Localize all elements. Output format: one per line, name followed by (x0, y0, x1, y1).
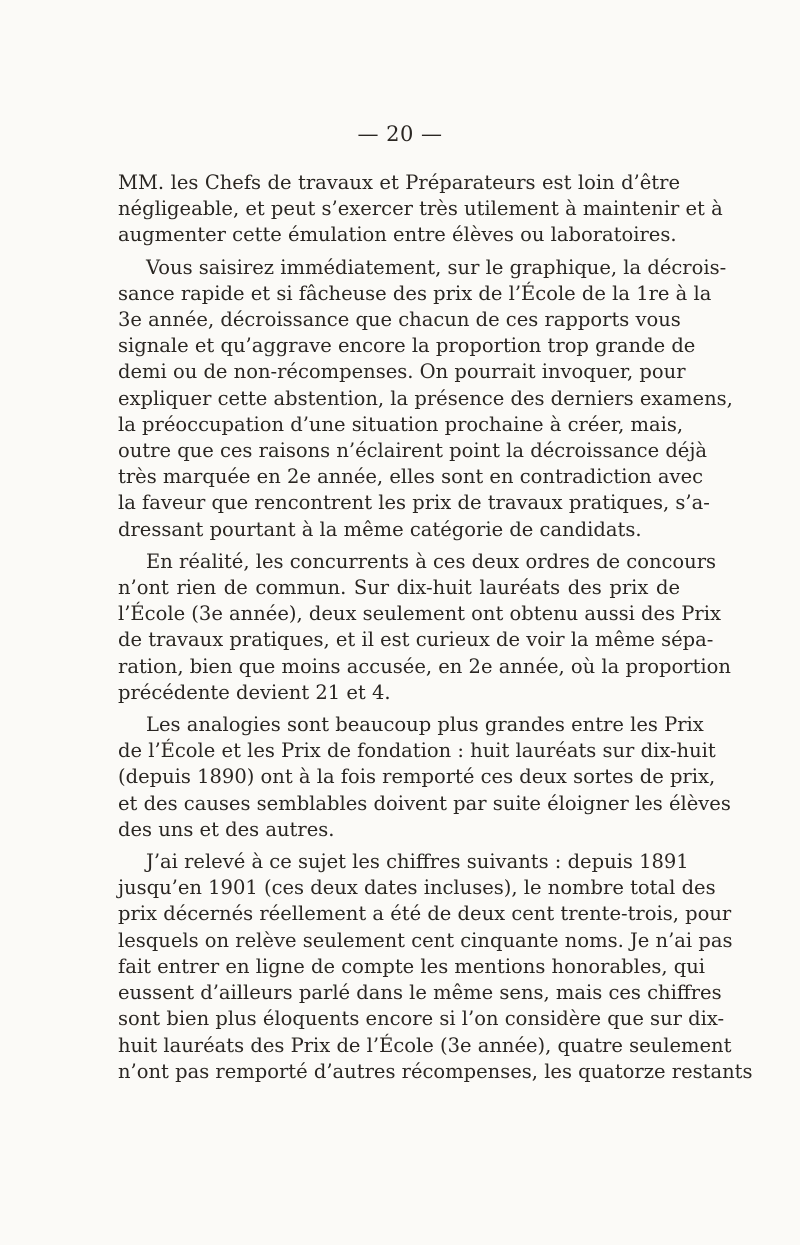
text-line: expliquer cette abstention, la présence des derniers examens, (118, 386, 733, 410)
text-line: lesquels on relève seulement cent cinquante noms. Je n’ai pas (118, 928, 733, 952)
text-line: augmenter cette émulation entre élèves ou laboratoires. (118, 223, 677, 247)
text-line: n’ont rien de commun. Sur dix-huit lauréats des prix de (118, 576, 680, 600)
text-line: En réalité, les concurrents à ces deux ordres de concours (146, 549, 717, 573)
text-line: des uns et des autres. (118, 817, 335, 841)
paragraph-4 (118, 712, 731, 843)
page-number: — 20 — (357, 122, 443, 146)
text-line: Vous saisirez immédiatement, sur le graphique, la décrois- (146, 255, 727, 279)
text-line: sont bien plus éloquents encore si l’on considère que sur dix- (118, 1007, 725, 1031)
paragraph-3 (118, 549, 731, 706)
text-line: n’ont pas remporté d’autres récompenses, les quatorze restants (118, 1059, 753, 1083)
text-line: jusqu’en 1901 (ces deux dates incluses), le nombre total des (118, 876, 716, 900)
text-line: ration, bien que moins accusée, en 2e année, où la proportion (118, 654, 731, 678)
paragraph-2 (118, 255, 733, 543)
text-line: la préoccupation d’une situation prochaine à créer, mais, (118, 412, 684, 436)
text-line: MM. les Chefs de travaux et Préparateurs est loin d’être (118, 171, 680, 194)
text-line: 3e année, décroissance que chacun de ces rapports vous (118, 308, 681, 332)
text-line: négligeable, et peut s’exercer très utilement à maintenir et à (118, 197, 723, 221)
paragraph-1 (118, 170, 723, 249)
text-line: sance rapide et si fâcheuse des prix de l’École de la 1re à la (118, 281, 712, 305)
text-line: Les analogies sont beaucoup plus grandes entre les Prix (146, 713, 704, 737)
text-line: (depuis 1890) ont à la fois remporté ces deux sortes de prix, (118, 765, 716, 789)
text-line: et des causes semblables doivent par suite éloigner les élèves (118, 791, 731, 815)
text-line: de l’École et les Prix de fondation : huit lauréats sur dix-huit (118, 739, 716, 763)
text-line: eussent d’ailleurs parlé dans le même sens, mais ces chiffres (118, 981, 722, 1005)
text-line: dressant pourtant à la même catégorie de candidats. (118, 517, 642, 541)
text-line: signale et qu’aggrave encore la proportion trop grande de (118, 334, 696, 358)
body-text (118, 170, 753, 1091)
text-line: huit lauréats des Prix de l’École (3e année), quatre seulement (118, 1033, 732, 1057)
text-line: fait entrer en ligne de compte les mentions honorables, qui (118, 954, 706, 978)
text-line: J’ai relevé à ce sujet les chiffres suivants : depuis 1891 (146, 850, 689, 874)
text-line: outre que ces raisons n’éclairent point la décroissance déjà (118, 439, 708, 463)
text-line: de travaux pratiques, et il est curieux de voir la même sépa- (118, 628, 714, 652)
text-line: demi ou de non-récompenses. On pourrait invoquer, pour (118, 360, 686, 384)
text-line: très marquée en 2e année, elles sont en contradiction avec (118, 465, 704, 489)
text-line: l’École (3e année), deux seulement ont obtenu aussi des Prix (118, 602, 721, 626)
text-line: précédente devient 21 et 4. (118, 680, 391, 704)
text-line: prix décernés réellement a été de deux cent trente-trois, pour (118, 902, 732, 926)
paragraph-5 (118, 849, 753, 1085)
text-line: la faveur que rencontrent les prix de travaux pratiques, s’a- (118, 491, 710, 515)
